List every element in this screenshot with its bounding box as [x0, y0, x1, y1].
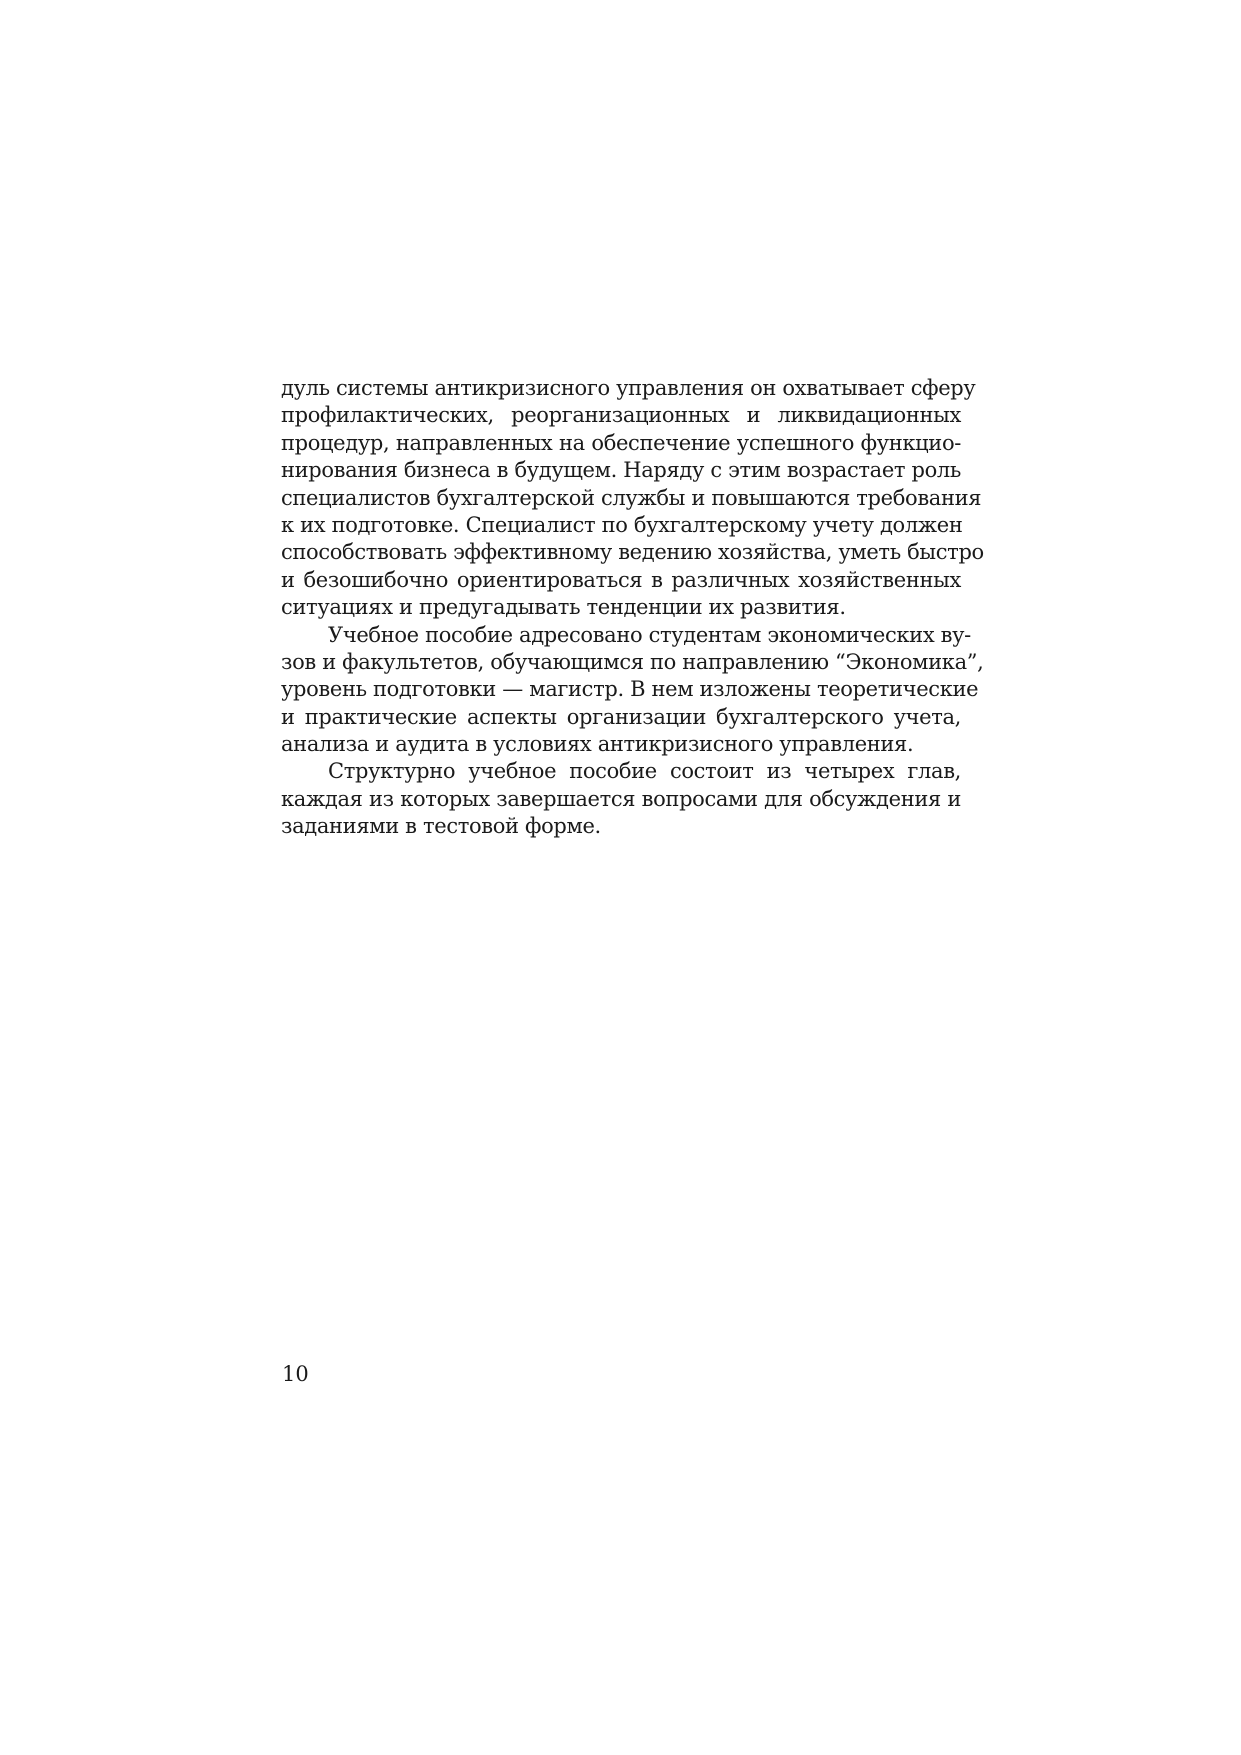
paragraph-continuation	[281, 375, 984, 622]
paragraph-structure	[281, 758, 961, 840]
text-line: Структурно учебное пособие состоит из четырех глав,	[328, 759, 961, 784]
text-line: Учебное пособие адресовано студентам экономических ву-	[328, 622, 971, 647]
text-line: и практические аспекты организации бухгалтерского учета,	[281, 704, 961, 729]
text-line: профилактических, реорганизационных и ликвидационных	[281, 403, 961, 428]
text-line: процедур, направленных на обеспечение успешного функцио-	[281, 430, 961, 455]
text-line: нирования бизнеса в будущем. Наряду с этим возрастает роль	[281, 458, 961, 483]
text-line: ситуациях и предугадывать тенденции их развития.	[281, 595, 846, 620]
text-line: способствовать эффективному ведению хозяйства, уметь быстро	[281, 540, 984, 565]
text-line: дуль системы антикризисного управления он охватывает сферу	[281, 376, 976, 400]
text-line: специалистов бухгалтерской службы и повышаются требования	[281, 485, 982, 510]
text-line: анализа и аудита в условиях антикризисного управления.	[281, 732, 914, 757]
text-line: уровень подготовки — магистр. В нем изложены теоретические	[281, 677, 979, 702]
text-line: к их подготовке. Специалист по бухгалтерскому учету должен	[281, 512, 963, 537]
text-line: каждая из которых завершается вопросами для обсуждения и	[281, 786, 961, 811]
text-line: заданиями в тестовой форме.	[281, 814, 601, 839]
text-line: зов и факультетов, обучающимся по направлению “Экономика”,	[281, 649, 984, 674]
text-line: и безошибочно ориентироваться в различных хозяйственных	[281, 567, 961, 592]
page-number: 10	[282, 1362, 309, 1386]
body-text	[281, 375, 984, 841]
paragraph-audience	[281, 622, 984, 759]
